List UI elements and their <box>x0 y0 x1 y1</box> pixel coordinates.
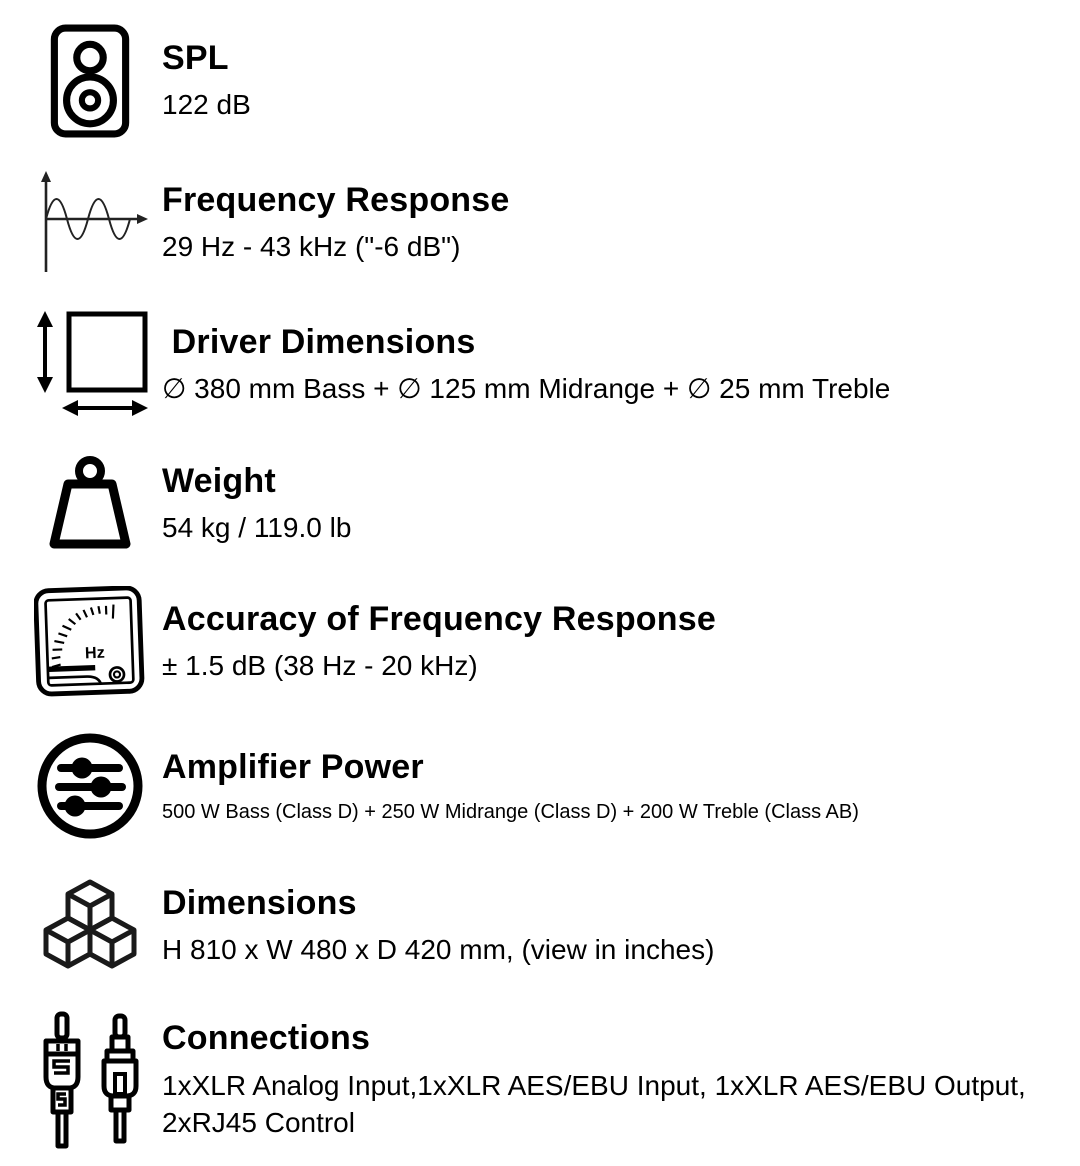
sine-wave-icon <box>18 170 162 276</box>
spec-value: ∅ 380 mm Bass + ∅ 125 mm Midrange + ∅ 25 mm Treble <box>162 371 1040 408</box>
spec-title: Connections <box>162 1018 1040 1059</box>
spec-value <box>162 932 1040 969</box>
dimensions-mm-value: H 810 x W 480 x D 420 mm, <box>162 934 514 965</box>
cubes-icon <box>18 874 162 978</box>
spec-row-amplifier-power <box>18 714 1040 858</box>
spec-value: 500 W Bass (Class D) + 250 W Midrange (Class D) + 200 W Treble (Class AB) <box>162 799 1040 825</box>
frequency-meter-icon <box>18 586 162 698</box>
spec-row-accuracy <box>18 570 1040 714</box>
spec-row-weight <box>18 438 1040 570</box>
spec-value: 29 Hz - 43 kHz ("-6 dB") <box>162 229 1040 266</box>
spec-value: 122 dB <box>162 87 1040 124</box>
spec-row-spl <box>18 8 1040 154</box>
spec-title: Dimensions <box>162 883 1040 924</box>
spec-value: ± 1.5 dB (38 Hz - 20 kHz) <box>162 648 1040 685</box>
mixer-sliders-icon <box>18 730 162 842</box>
spec-value: 1xXLR Analog Input,1xXLR AES/EBU Input, 1xXLR AES/EBU Output, 2xRJ45 Control <box>162 1068 1040 1142</box>
cable-connectors-icon <box>18 1010 162 1150</box>
spec-row-dimensions <box>18 858 1040 994</box>
spec-value: 54 kg / 119.0 lb <box>162 510 1040 547</box>
spec-title: Weight <box>162 461 1040 502</box>
speaker-icon <box>18 24 162 138</box>
spec-row-driver-dimensions <box>18 292 1040 438</box>
weight-icon <box>18 454 162 554</box>
driver-size-icon <box>18 308 162 422</box>
spec-title: Amplifier Power <box>162 747 1040 788</box>
spec-title: Accuracy of Frequency Response <box>162 599 1040 640</box>
svg-text:Hz: Hz <box>85 644 105 663</box>
view-in-inches-link[interactable]: (view in inches) <box>521 934 714 965</box>
spec-title: Driver Dimensions <box>162 322 1040 363</box>
spec-row-frequency-response <box>18 154 1040 292</box>
spec-title: Frequency Response <box>162 180 1040 221</box>
spec-row-connections <box>18 994 1040 1166</box>
spec-title: SPL <box>162 38 1040 79</box>
